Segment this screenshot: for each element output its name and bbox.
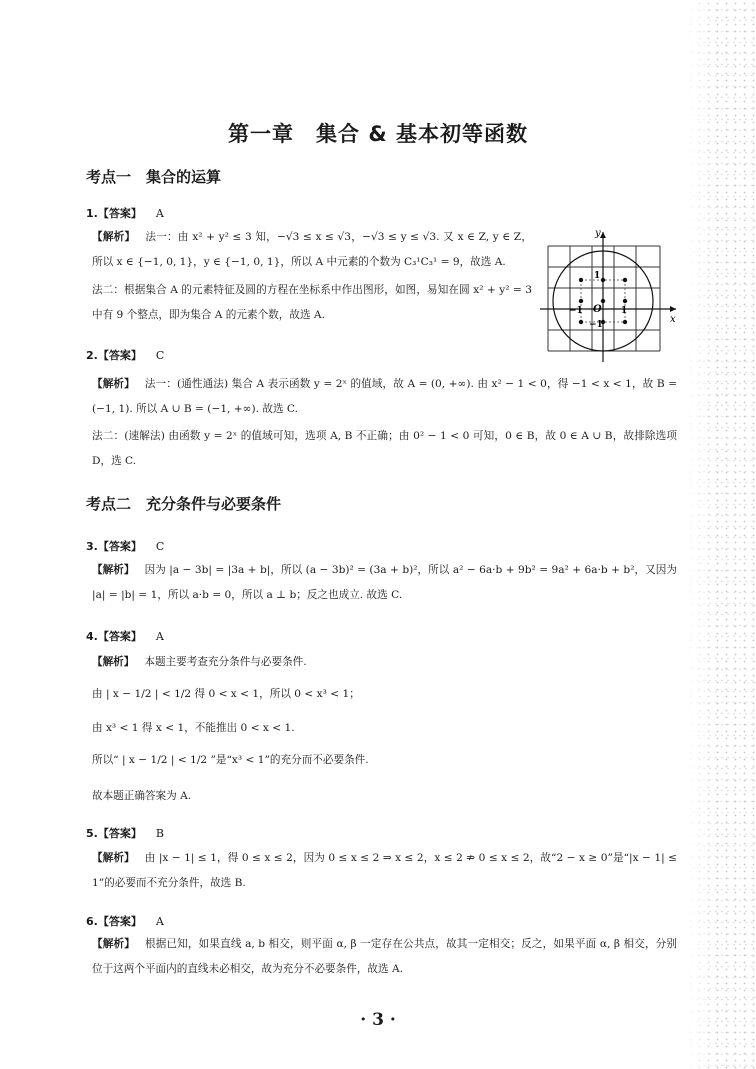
q6-text: 根据已知，如果直线 a, b 相交，则平面 α, β 一定存在公共点，故其一定相交；反之，如果平面 α, β 相交，分别位于这两个平面内的直线未必相交，故为充分不必要条件，故选 A. — [92, 938, 678, 975]
fig-tick-y-neg: −1 — [589, 320, 603, 330]
fig-origin-label: O — [593, 304, 602, 315]
q2-answer-label: 2.【答案】 — [86, 349, 142, 362]
q1-figure-circle-grid — [540, 226, 684, 362]
q3-explanation — [92, 558, 677, 608]
q4-explain-tag: 【解析】 — [92, 656, 135, 668]
q4-answer-label: 4.【答案】 — [86, 630, 142, 643]
q2-explanation-1 — [92, 372, 677, 422]
q2-explanation-2 — [92, 424, 677, 474]
q4-answer — [86, 628, 164, 644]
q3-explain-tag: 【解析】 — [92, 564, 135, 576]
q5-explain-tag: 【解析】 — [92, 852, 135, 864]
chapter-title: 第一章 集合 & 基本初等函数 — [228, 122, 528, 146]
section-title-2: 考点二 充分条件与必要条件 — [86, 495, 282, 513]
q3-answer-label: 3.【答案】 — [86, 540, 142, 553]
q4-answer-value: A — [155, 630, 164, 643]
q2-explain-tag: 【解析】 — [92, 378, 135, 390]
q2-text-1: 法一：(通性通法) 集合 A 表示函数 y = 2ˣ 的值域，故 A = (0, +∞). 由 x² − 1 < 0，得 −1 < x < 1，故 B = (−1, 1). 所以 A ∪ B = (−1, +∞). 故选 C. — [92, 378, 678, 415]
q6-answer-value: A — [155, 915, 164, 928]
fig-tick-y-pos: 1 — [594, 271, 601, 281]
q1-explain-tag: 【解析】 — [92, 231, 136, 243]
q5-explanation — [92, 846, 677, 896]
q4-line-3: 由 x³ < 1 得 x < 1，不能推出 0 < x < 1. — [92, 722, 295, 734]
q4-line-5: 故本题正确答案为 A. — [92, 790, 192, 802]
q5-answer — [86, 825, 164, 841]
q5-answer-value: B — [155, 827, 164, 840]
page-number: · 3 · — [360, 1010, 396, 1030]
q1-text-1: 法一：由 x² + y² ≤ 3 知，−√3 ≤ x ≤ √3，−√3 ≤ y ≤ √3. 又 x ∈ Z, y ∈ Z，所以 x ∈ {−1, 0, 1}，y ∈ {−1, 0, 1}，所以 A 中元素的个数为 C₃¹C₃¹ = 9，故选 A. — [92, 231, 532, 268]
q5-answer-label: 5.【答案】 — [86, 827, 142, 840]
q1-answer-value: A — [155, 207, 164, 220]
q2-answer — [86, 347, 164, 363]
q6-answer-label: 6.【答案】 — [86, 915, 142, 928]
q6-answer — [86, 913, 164, 929]
q4-line-4: 所以“ | x − 1/2 | < 1/2 ”是“x³ < 1”的充分而不必要条件. — [92, 754, 369, 766]
section-title-1: 考点一 集合的运算 — [86, 168, 222, 186]
fig-y-label: y — [595, 228, 601, 239]
fig-tick-x-neg: −1 — [569, 306, 583, 316]
q3-answer — [86, 538, 164, 554]
q3-text: 因为 |a − 3b| = |3a + b|，所以 (a − 3b)² = (3a + b)²，所以 a² − 6a·b + 9b² = 9a² + 6a·b + b²，又因为 |a| = |b| = 1，所以 a·b = 0，所以 a ⊥ b；反之也成立. 故选 C. — [92, 564, 677, 601]
q1-text-2: 法二：根据集合 A 的元素特征及圆的方程在坐标系中作出图形，如图，易知在圆 x² + y² = 3 中有 9 个整点，即为集合 A 的元素个数，故选 A. — [92, 284, 532, 321]
scan-noise-edge — [686, 0, 756, 1069]
q4-line-2: 由 | x − 1/2 | < 1/2 得 0 < x < 1，所以 0 < x³ < 1； — [92, 688, 360, 700]
fig-tick-x-pos: 1 — [621, 306, 628, 316]
q1-explanation-2 — [92, 278, 532, 328]
q3-answer-value: C — [155, 540, 165, 553]
q2-text-2: 法二：(速解法) 由函数 y = 2ˣ 的值域可知，选项 A, B 不正确；由 0² − 1 < 0 可知，0 ∈ B，故 0 ∈ A ∪ B，故排除选项 D，选 C. — [92, 430, 677, 467]
q4-text-1: 本题主要考查充分条件与必要条件. — [144, 656, 307, 668]
fig-x-label: x — [670, 314, 676, 325]
q5-text: 由 |x − 1| ≤ 1，得 0 ≤ x ≤ 2，因为 0 ≤ x ≤ 2 ⇒ x ≤ 2，x ≤ 2 ⇏ 0 ≤ x ≤ 2，故“2 − x ≥ 0”是“|x − 1| ≤ 1”的必要而不充分条件，故选 B. — [92, 852, 677, 889]
q1-answer — [86, 205, 164, 221]
q1-answer-label: 1.【答案】 — [86, 207, 142, 220]
q4-line-1 — [92, 654, 307, 669]
q6-explain-tag: 【解析】 — [92, 938, 135, 950]
q2-answer-value: C — [155, 349, 165, 362]
q1-explanation-1 — [92, 225, 532, 275]
q6-explanation — [92, 932, 677, 982]
